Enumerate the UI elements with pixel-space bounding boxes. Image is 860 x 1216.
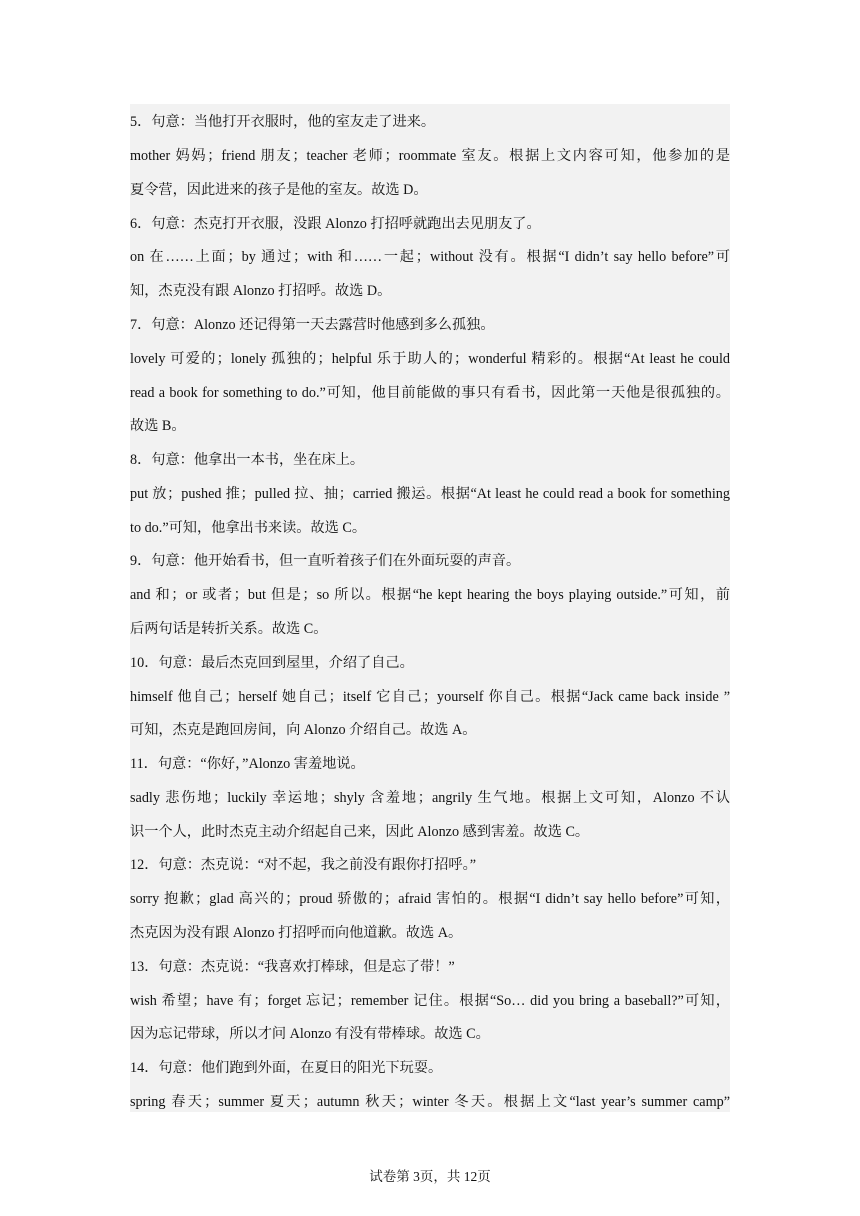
text-line: 因为忘记带球，所以才问 Alonzo 有没有带棒球。故选 C。 (130, 1026, 490, 1042)
text-line: spring 春天；summer 夏天；autumn 秋天；winter 冬天。根据上文“last year’s summer camp” (130, 1094, 730, 1110)
text-line: to do.”可知，他拿出书来读。故选 C。 (130, 520, 367, 536)
text-line: mother 妈妈；friend 朋友；teacher 老师；roommate 室友。根据上文内容可知，他参加的是 (130, 148, 730, 164)
text-line: read a book for something to do.”可知，他目前能做的事只有看书，因此第一天他是很孤独的。 (130, 385, 730, 401)
text-line: and 和；or 或者；but 但是；so 所以。根据“he kept hearing the boys playing outside.”可知，前 (130, 587, 730, 603)
text-line: 识一个人，此时杰克主动介绍起自己来，因此 Alonzo 感到害羞。故选 C。 (130, 824, 590, 840)
text-line: sadly 悲伤地；luckily 幸运地；shyly 含羞地；angrily 生气地。根据上文可知，Alonzo 不认 (130, 790, 730, 806)
text-line: himself 他自己；herself 她自己；itself 它自己；yourself 你自己。根据“Jack came back inside ” (130, 689, 730, 705)
text-line: 8．句意：他拿出一本书，坐在床上。 (130, 452, 365, 468)
text-line: 12．句意：杰克说：“对不起，我之前没有跟你打招呼。” (130, 857, 476, 873)
text-line: put 放；pushed 推；pulled 拉、抽；carried 搬运。根据“At least he could read a book for something (130, 486, 730, 502)
page-footer: 试卷第 3页，共 12页 (369, 1169, 491, 1184)
text-line: 杰克因为没有跟 Alonzo 打招呼而向他道歉。故选 A。 (130, 925, 463, 941)
text-line: 故选 B。 (130, 418, 186, 434)
text-line: on 在……上面；by 通过；with 和……一起；without 没有。根据“I didn’t say hello before”可 (130, 249, 730, 265)
text-line: 后两句话是转折关系。故选 C。 (130, 621, 328, 637)
text-line: 10．句意：最后杰克回到屋里，介绍了自己。 (130, 655, 414, 671)
text-line: sorry 抱歉；glad 高兴的；proud 骄傲的；afraid 害怕的。根据“I didn’t say hello before”可知， (130, 891, 730, 907)
text-line: 14．句意：他们跑到外面，在夏日的阳光下玩耍。 (130, 1060, 443, 1076)
text-line: 知，杰克没有跟 Alonzo 打招呼。故选 D。 (130, 283, 392, 299)
text-line: 13．句意：杰克说：“我喜欢打棒球，但是忘了带！” (130, 959, 455, 975)
text-line: 夏令营，因此进来的孩子是他的室友。故选 D。 (130, 182, 428, 198)
text-line: 11．句意：“你好，”Alonzo 害羞地说。 (130, 756, 365, 772)
text-line: lovely 可爱的；lonely 孤独的；helpful 乐于助人的；wonderful 精彩的。根据“At least he could (130, 351, 730, 367)
text-line: wish 希望；have 有；forget 忘记；remember 记住。根据“So… did you bring a baseball?”可知， (130, 993, 730, 1009)
text-line: 9．句意：他开始看书，但一直听着孩子们在外面玩耍的声音。 (130, 553, 521, 569)
text-line: 7．句意：Alonzo 还记得第一天去露营时他感到多么孤独。 (130, 317, 495, 333)
text-line: 可知，杰克是跑回房间，向 Alonzo 介绍自己。故选 A。 (130, 722, 477, 738)
text-line: 6．句意：杰克打开衣服，没跟 Alonzo 打招呼就跑出去见朋友了。 (130, 216, 541, 232)
text-line: 5．句意：当他打开衣服时，他的室友走了进来。 (130, 114, 436, 130)
